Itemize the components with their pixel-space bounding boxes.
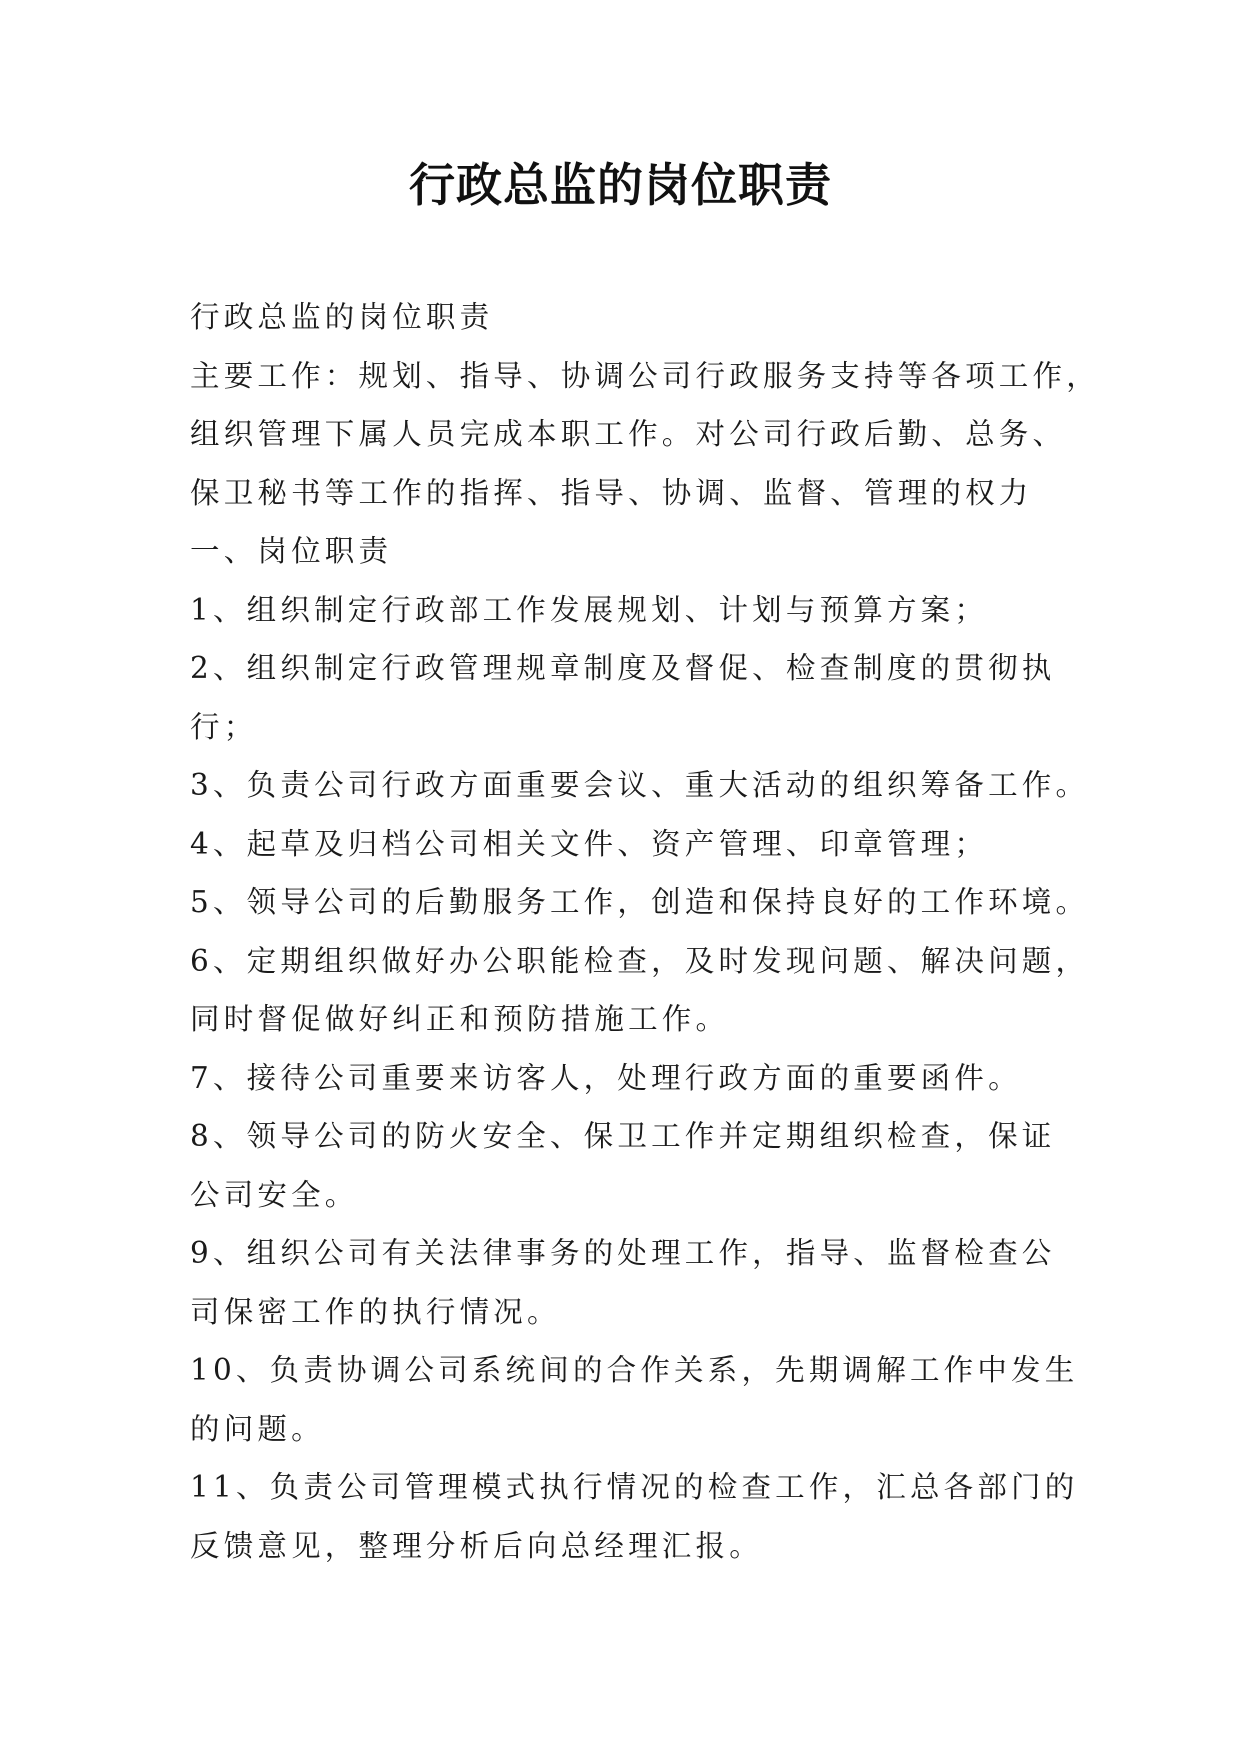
list-item-continuation: 公司安全。	[190, 1177, 359, 1212]
list-item: 3、负责公司行政方面重要会议、重大活动的组织筹备工作。	[190, 768, 1090, 802]
list-item: 7、接待公司重要来访客人，处理行政方面的重要函件。	[190, 1060, 1022, 1095]
body-line: 主要工作：规划、指导、协调公司行政服务支持等各项工作，	[190, 358, 1100, 393]
list-item-continuation: 司保密工作的执行情况。	[190, 1294, 561, 1329]
list-item: 8、领导公司的防火安全、保卫工作并定期组织检查，保证	[190, 1119, 1056, 1153]
list-item-continuation: 的问题。	[190, 1411, 325, 1446]
list-item: 9、组织公司有关法律事务的处理工作，指导、监督检查公	[190, 1236, 1056, 1270]
list-item: 10、负责协调公司系统间的合作关系，先期调解工作中发生	[190, 1353, 1079, 1387]
list-item: 11、负责公司管理模式执行情况的检查工作，汇总各部门的	[190, 1470, 1079, 1504]
document-body	[190, 288, 1100, 1575]
list-item: 4、起草及归档公司相关文件、资产管理、印章管理；	[190, 826, 989, 861]
body-line: 组织管理下属人员完成本职工作。对公司行政后勤、总务、	[190, 417, 1067, 451]
body-line: 行政总监的岗位职责	[190, 300, 494, 334]
list-item-continuation: 同时督促做好纠正和预防措施工作。	[190, 1002, 730, 1036]
document-title: 行政总监的岗位职责	[409, 158, 832, 212]
list-item: 6、定期组织做好办公职能检查，及时发现问题、解决问题，	[190, 943, 1090, 978]
list-item: 2、组织制定行政管理规章制度及督促、检查制度的贯彻执	[190, 651, 1056, 685]
list-item-continuation: 反馈意见，整理分析后向总经理汇报。	[190, 1528, 763, 1563]
body-line: 保卫秘书等工作的指挥、指导、协调、监督、管理的权力	[190, 475, 1033, 510]
section-heading: 一、岗位职责	[190, 534, 393, 568]
list-item-continuation: 行；	[190, 709, 258, 744]
list-item: 1、组织制定行政部工作发展规划、计划与预算方案；	[190, 592, 989, 627]
list-item: 5、领导公司的后勤服务工作，创造和保持良好的工作环境。	[190, 885, 1090, 919]
